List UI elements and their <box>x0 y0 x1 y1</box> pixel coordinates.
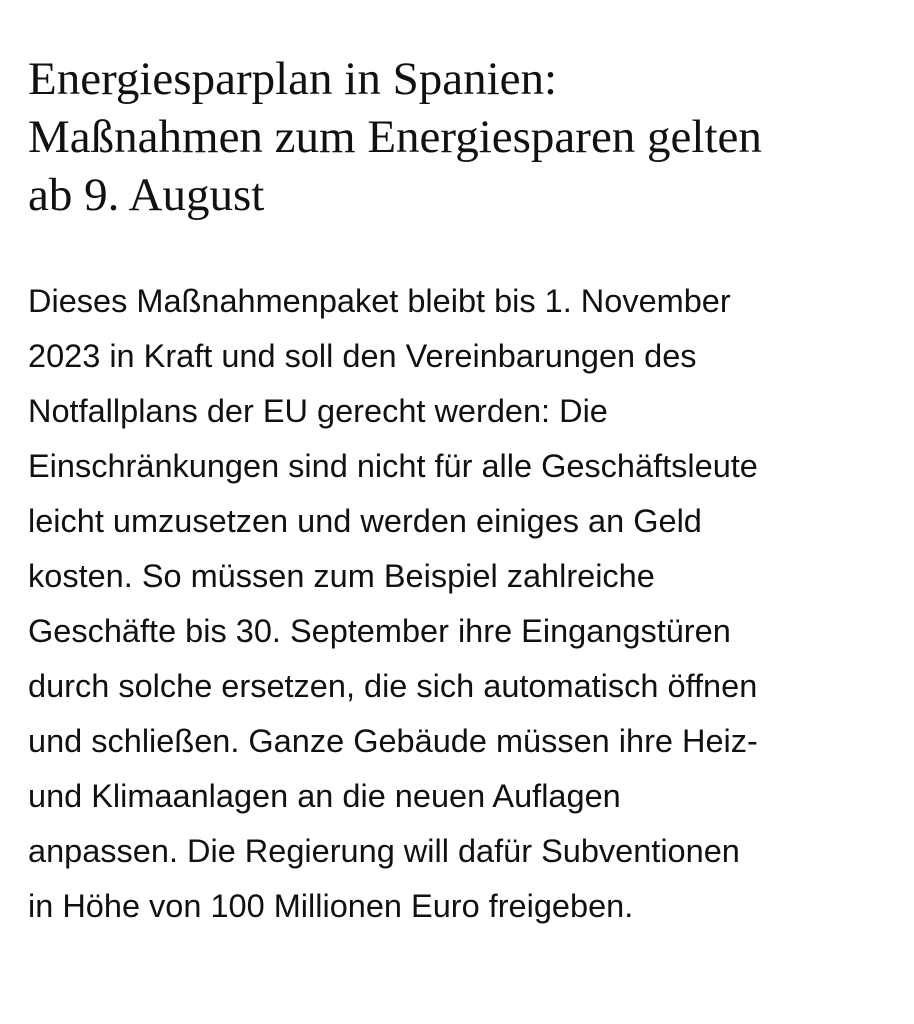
body-line: Notfallplans der EU gerecht werden: Die <box>28 393 608 429</box>
body-line: in Höhe von 100 Millionen Euro freigeben. <box>28 888 634 924</box>
body-line: leicht umzusetzen und werden einiges an Geld <box>28 503 702 539</box>
article <box>28 50 888 934</box>
headline-line: Maßnahmen zum Energiesparen gelten <box>28 111 762 163</box>
body-line: kosten. So müssen zum Beispiel zahlreiche <box>28 558 655 594</box>
body-line: Dieses Maßnahmenpaket bleibt bis 1. November <box>28 283 731 319</box>
headline-line: ab 9. August <box>28 169 265 221</box>
body-line: und Klimaanlagen an die neuen Auflagen <box>28 778 621 814</box>
body-line: Geschäfte bis 30. September ihre Eingangstüren <box>28 613 731 649</box>
body-line: 2023 in Kraft und soll den Vereinbarungen des <box>28 338 697 374</box>
article-body <box>28 274 888 934</box>
headline-line: Energiesparplan in Spanien: <box>28 53 558 105</box>
body-line: Einschränkungen sind nicht für alle Geschäftsleute <box>28 448 758 484</box>
body-line: durch solche ersetzen, die sich automatisch öffnen <box>28 668 758 704</box>
body-line: anpassen. Die Regierung will dafür Subventionen <box>28 833 740 869</box>
body-line: und schließen. Ganze Gebäude müssen ihre Heiz- <box>28 723 758 759</box>
article-headline <box>28 50 888 224</box>
